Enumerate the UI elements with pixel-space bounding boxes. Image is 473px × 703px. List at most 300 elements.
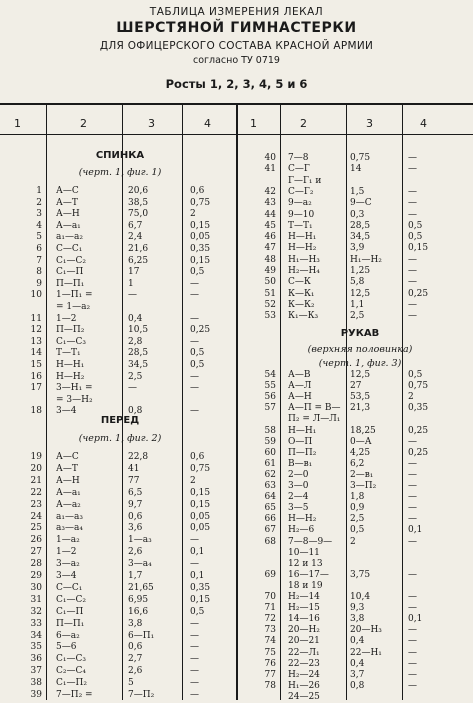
table-cell: 41 (264, 164, 276, 175)
table-cell: 32 (30, 606, 42, 617)
table-cell: 73 (264, 625, 276, 636)
table-cell: — (190, 278, 199, 289)
table-cell: — (190, 406, 199, 417)
table-cell: 0,05 (190, 511, 211, 522)
table-cell: 3—Н₁ = (56, 383, 93, 394)
table-cell: — (408, 209, 417, 220)
table-cell: 38 (30, 678, 42, 689)
table-cell: Н₂—6 (288, 525, 315, 536)
table-cell: Т—Т₁ (56, 348, 81, 359)
table-cell: 70 (264, 592, 276, 602)
table-cell: 0,6 (190, 452, 205, 462)
table-cell: О—П (288, 436, 313, 447)
table-cell: 19 (30, 452, 42, 462)
table-cell: — (190, 535, 199, 546)
table-cell: 77 (128, 475, 140, 486)
table-cell: 78 (264, 680, 276, 691)
table-cell: 47 (264, 243, 276, 254)
table-cell: А—В (288, 370, 311, 380)
table-cell: 26 (30, 535, 42, 546)
table-cell: П₂ = Л—Л₁ (288, 414, 341, 425)
section-title-back: СПИНКА (95, 150, 145, 161)
table-cell: 0,5 (350, 525, 365, 536)
table-cell: 3,7 (350, 669, 365, 680)
table-cell: 2 (350, 536, 356, 547)
table-cell: 76 (264, 658, 276, 669)
table-cell: А—а₂ (56, 499, 81, 510)
table-cell: — (408, 669, 417, 680)
table-cell: 21,3 (350, 403, 371, 414)
table-cell: — (408, 625, 417, 636)
table-cell: — (408, 436, 417, 447)
table-cell: Г—Г₁ и (288, 175, 322, 186)
table-cell: 9—С (350, 198, 372, 209)
table-cell: П—П₂ (56, 325, 85, 336)
table-cell: 49 (264, 266, 276, 276)
table-cell: 2,5 (350, 311, 365, 322)
column-header: 2 (80, 117, 87, 130)
table-cell: 60 (264, 447, 276, 458)
table-cell (350, 175, 398, 187)
table-cell: 6,2 (350, 458, 365, 469)
table-cell: 1—П₁ = (56, 290, 93, 301)
table-cell: 20—Н₂ (288, 625, 320, 636)
table-cell: — (408, 647, 417, 658)
table-cell: 14 (30, 348, 42, 359)
table-cell: 11 (30, 313, 42, 324)
table-cell: 7—8—9— (288, 536, 333, 547)
table-cell: Н₁—Н₂ (350, 254, 382, 265)
table-cell: 9—а₂ (288, 198, 312, 209)
table-cell: 27 (30, 547, 42, 558)
table-cell: 20—21 (288, 636, 320, 647)
table-cell: 3,75 (350, 569, 371, 580)
table-cell: = 3—Н₂ (56, 394, 93, 405)
table-cell: 2,5 (128, 371, 143, 382)
table-cell: 38,5 (128, 197, 149, 208)
col-divider-l1 (46, 103, 47, 700)
table-cell: — (190, 666, 199, 677)
table-cell: 0,25 (408, 288, 429, 299)
table-cell: В—в₁ (288, 458, 313, 469)
table-cell: 4 (36, 220, 42, 231)
table-cell: Н—Н₂ (288, 514, 317, 525)
table-cell: 27 (350, 381, 362, 392)
table-cell: — (128, 383, 137, 394)
table-cell: 0,6 (128, 511, 143, 522)
table-cell: 16—17— (288, 569, 329, 580)
table-cell: Н₂—14 (288, 592, 320, 602)
table-cell: 75,0 (128, 209, 149, 220)
table-cell: — (408, 153, 417, 163)
table-cell: Н—Н₁ (288, 425, 317, 436)
table-cell: Н₂—24 (288, 669, 320, 680)
table-cell: 2—4 (288, 492, 309, 503)
table-cell: С₁—П (56, 606, 84, 617)
table-cell: 3—5 (288, 503, 309, 514)
table-cell: 7—П₂ = (56, 690, 93, 700)
table-cell: — (408, 481, 417, 491)
table-cell: 3—П₂ (350, 481, 377, 491)
sizes-line: Росты 1, 2, 3, 4, 5 и 6 (165, 77, 308, 91)
table-title-main: ШЕРСТЯНОЙ ГИМНАСТЕРКИ (116, 20, 357, 36)
table-cell: — (408, 186, 417, 197)
table-cell: 51 (264, 288, 276, 299)
table-cell: — (190, 654, 199, 665)
table-cell: 5,8 (350, 277, 365, 288)
table-cell: 3,6 (128, 523, 143, 534)
table-cell: 22—23 (288, 658, 320, 669)
table-cell: 24 (30, 511, 42, 522)
table-cell: 14—16 (288, 614, 320, 625)
table-cell: 34,5 (128, 360, 149, 370)
table-cell: 4,25 (350, 447, 371, 458)
table-cell (2, 394, 42, 406)
table-cell: 0,4 (350, 658, 365, 669)
table-cell (128, 301, 176, 313)
table-cell: 16,6 (128, 606, 149, 617)
table-cell: 0,4 (350, 636, 365, 647)
table-cell: 6—а₂ (56, 630, 80, 641)
table-cell: Т—Т₁ (288, 220, 313, 231)
table-cell: — (190, 642, 199, 653)
table-cell: 0,05 (190, 232, 211, 243)
table-cell: 52 (264, 299, 276, 310)
table-cell: 34,5 (350, 232, 371, 243)
table-cell: — (408, 680, 417, 691)
table-cell: — (408, 636, 417, 647)
table-cell: 0,8 (350, 680, 365, 691)
table-cell: 0,1 (408, 525, 423, 536)
table-cell: 72 (264, 614, 276, 625)
table-cell: 12 (30, 325, 42, 336)
section-subtitle-back: (черт. 1, фиг. 1) (78, 167, 162, 178)
table-cell: — (408, 658, 417, 669)
table-cell: 1—а₃ (128, 535, 152, 546)
table-cell: 20 (30, 463, 42, 474)
table-cell: 5 (36, 232, 42, 243)
table-cell: 6,25 (128, 255, 149, 266)
table-cell: Н—Н₁ (288, 232, 317, 243)
table-cell: 12 и 13 (288, 558, 323, 569)
table-cell: 18 и 19 (288, 580, 323, 591)
table-cell: 6—П₁ (128, 630, 155, 641)
table-cell: 0,5 (190, 267, 205, 278)
column-header: 4 (204, 117, 211, 130)
table-cell: С₁—П (56, 267, 84, 278)
table-cell: 5—6 (56, 642, 77, 653)
table-cell: 12,5 (350, 288, 371, 299)
table-cell: — (408, 277, 417, 288)
table-cell: 56 (264, 392, 276, 403)
col-divider-r1 (280, 103, 281, 700)
table-cell: 7—П₂ (128, 690, 155, 700)
table-cell: 44 (264, 209, 276, 220)
table-cell: — (190, 313, 199, 324)
table-cell: 2 (190, 209, 196, 220)
table-cell: 22,8 (128, 452, 149, 462)
table-cell: — (190, 290, 199, 301)
table-cell: — (408, 311, 417, 322)
table-cell: 0,15 (190, 487, 211, 498)
table-cell: 61 (264, 458, 276, 469)
table-cell: 34 (30, 630, 42, 641)
table-cell: — (408, 492, 417, 503)
table-cell: 0,5 (408, 220, 423, 231)
table-cell: 31 (30, 594, 42, 605)
table-cell: 0,5 (408, 232, 423, 243)
spec-reference: согласно ТУ 0719 (193, 55, 280, 66)
table-cell: 0,25 (408, 425, 429, 436)
table-cell: 0,15 (190, 255, 211, 266)
table-cell: 45 (264, 220, 276, 231)
table-cell: П—П₂ (288, 447, 317, 458)
table-cell: а₃—а₄ (56, 523, 83, 534)
table-cell: — (190, 690, 199, 700)
table-cell: 24—25 (288, 691, 320, 702)
table-cell: А—Н (288, 392, 312, 403)
table-cell: 2,6 (128, 547, 143, 558)
table-cell: А—Н (56, 209, 80, 220)
table-cell: 5 (128, 678, 134, 689)
table-cell: 75 (264, 647, 276, 658)
table-cell: 0,4 (128, 313, 143, 324)
table-cell: 21,6 (128, 244, 149, 254)
table-cell: 68 (264, 536, 276, 547)
table-cell: 35 (30, 642, 42, 653)
table-cell: 0,8 (128, 406, 143, 417)
table-cell: — (408, 254, 417, 265)
table-cell (350, 691, 398, 703)
table-cell: 1,8 (350, 492, 365, 503)
table-cell: С₁—П₂ (56, 678, 87, 689)
table-cell: 39 (30, 690, 42, 700)
table-cell (238, 175, 276, 187)
table-cell: 3—а₂ (56, 559, 80, 570)
table-cell: Н₂—15 (288, 603, 320, 614)
table-cell: 3,9 (350, 243, 365, 254)
table-cell: 22 (30, 487, 42, 498)
table-cell: А—а₁ (56, 220, 81, 231)
table-cell: 2 (36, 197, 42, 208)
table-cell: 25 (30, 523, 42, 534)
table-cell: 7 (36, 255, 42, 266)
table-cell: 0,6 (128, 642, 143, 653)
table-cell: 3 (36, 209, 42, 220)
table-cell: 9,7 (128, 499, 143, 510)
table-cell: 53 (264, 311, 276, 322)
table-cell: 42 (264, 186, 276, 197)
table-cell: — (408, 266, 417, 276)
table-cell: 65 (264, 503, 276, 514)
table-cell: 55 (264, 381, 276, 392)
table-cell: — (408, 514, 417, 525)
table-cell: 0,15 (190, 499, 211, 510)
table-cell: 0,9 (350, 503, 365, 514)
table-cell: 23 (30, 499, 42, 510)
table-cell: 0,75 (190, 463, 211, 474)
table-cell: 10—11 (288, 547, 320, 558)
table-cell: 29 (30, 571, 42, 581)
table-cell: С₁—С₂ (56, 255, 86, 266)
table-cell: 57 (264, 403, 276, 414)
table-cell: 71 (264, 603, 276, 614)
table-cell: 21 (30, 475, 42, 486)
table-cell: А—Н (56, 475, 80, 486)
table-cell: Н—Н₂ (288, 243, 317, 254)
table-cell: С₁—С₂ (56, 594, 86, 605)
table-cell: 30 (30, 582, 42, 593)
table-cell: — (408, 592, 417, 602)
table-cell: 77 (264, 669, 276, 680)
table-cell: П—П₁ (56, 278, 85, 289)
table-cell: Н—Н₁ (56, 360, 85, 370)
table-cell: — (408, 569, 417, 580)
table-cell: — (190, 630, 199, 641)
table-cell: 9 (36, 278, 42, 289)
table-cell: С₂—С₄ (56, 666, 86, 677)
section-subtitle-sleeve: (верхняя половинка) (307, 344, 413, 355)
table-cell: К₁—К₃ (288, 311, 319, 322)
table-cell: С—С₁ (56, 244, 83, 254)
table-cell: 9,3 (350, 603, 365, 614)
table-cell (2, 301, 42, 313)
table-cell: 1,1 (350, 299, 365, 310)
table-cell: 2—в₁ (350, 469, 374, 480)
col-divider-l2 (122, 103, 123, 700)
table-cell: 3—4 (56, 571, 77, 581)
column-header: 3 (366, 117, 373, 130)
table-cell: 3—а₄ (128, 559, 152, 570)
table-cell: С—С₁ (56, 582, 83, 593)
table-cell: 62 (264, 469, 276, 480)
table-cell: С—К (288, 277, 311, 288)
table-cell: 3,8 (350, 614, 365, 625)
table-cell: 1 (36, 186, 42, 196)
table-cell: 10,4 (350, 592, 371, 602)
table-cell: 1,5 (350, 186, 365, 197)
table-cell: 63 (264, 481, 276, 491)
table-cell: 33 (30, 618, 42, 629)
table-cell: 1,7 (128, 571, 143, 581)
table-cell: 69 (264, 569, 276, 580)
table-cell: А—а₁ (56, 487, 81, 498)
table-cell: 28,5 (128, 348, 149, 359)
table-cell: 0,1 (190, 547, 205, 558)
table-cell: 20—Н₃ (350, 625, 382, 636)
table-cell: — (408, 536, 417, 547)
table-cell: — (190, 336, 199, 347)
table-cell: 1,25 (350, 266, 371, 276)
table-cell (190, 394, 230, 406)
table-title-line1: ТАБЛИЦА ИЗМЕРЕНИЯ ЛЕКАЛ (149, 6, 324, 18)
section-title-front: ПЕРЕД (100, 415, 140, 426)
table-cell: 46 (264, 232, 276, 243)
table-cell: 1—а₂ (56, 535, 80, 546)
table-cell (408, 175, 448, 187)
table-cell: А—С (56, 186, 79, 196)
table-cell: К—К₂ (288, 299, 315, 310)
table-cell: 37 (30, 666, 42, 677)
table-cell: 17 (30, 383, 42, 394)
table-cell: С—Г (288, 164, 310, 175)
table-cell: 0,75 (350, 153, 371, 163)
table-cell: 22—Л₁ (288, 647, 320, 658)
table-cell: 0,5 (190, 606, 205, 617)
table-cell: 1—2 (56, 547, 77, 558)
table-cell: 0,15 (190, 594, 211, 605)
table-cell: 20,6 (128, 186, 149, 196)
table-cell: а₁—а₂ (56, 232, 83, 243)
table-cell: — (190, 618, 199, 629)
table-cell: 0,35 (190, 244, 211, 254)
column-header: 4 (420, 117, 427, 130)
table-cell: 7—8 (288, 153, 309, 163)
table-cell: — (190, 678, 199, 689)
table-cell: 48 (264, 254, 276, 265)
table-cell: 3—0 (288, 481, 309, 491)
table-cell: 0,5 (190, 348, 205, 359)
table-cell: 18 (30, 406, 42, 417)
table-cell: 67 (264, 525, 276, 536)
table-cell: — (190, 371, 199, 382)
table-cell: 22—Н₁ (350, 647, 382, 658)
table-cell: 6,95 (128, 594, 149, 605)
table-cell: 0,35 (190, 582, 211, 593)
section-subtitle-front: (черт. 1, фиг. 2) (78, 433, 162, 444)
table-cell: 13 (30, 336, 42, 347)
table-cell: = 1—а₂ (56, 302, 91, 312)
table-cell: 12,5 (350, 370, 371, 380)
table-cell: 0,75 (190, 197, 211, 208)
table-cell: 0,5 (408, 370, 423, 380)
table-cell (190, 301, 230, 313)
table-cell: — (190, 383, 199, 394)
table-cell: 21,65 (128, 582, 154, 593)
table-cell: А—Л (288, 381, 312, 392)
table-cell: А—Т (56, 197, 78, 208)
table-cell: 18,25 (350, 425, 376, 436)
table-cell: 1 (128, 278, 134, 289)
table-cell: 9—10 (288, 209, 315, 220)
table-cell: — (408, 469, 417, 480)
table-cell: 2,7 (128, 654, 143, 665)
table-cell: 0—А (350, 436, 372, 447)
table-cell: 41 (128, 463, 140, 474)
table-cell: 6,7 (128, 220, 143, 231)
table-cell: — (408, 603, 417, 614)
table-cell: 50 (264, 277, 276, 288)
table-cell: 0,05 (190, 523, 211, 534)
table-cell: Н₁—Н₃ (288, 254, 320, 265)
table-cell: 74 (264, 636, 276, 647)
table-cell: 2,6 (128, 666, 143, 677)
table-cell: 40 (264, 153, 276, 163)
table-cell: 0,15 (408, 243, 429, 254)
table-cell: — (408, 198, 417, 209)
table-cell: 54 (264, 370, 276, 380)
col-divider-l3 (182, 103, 183, 700)
column-header: 1 (250, 117, 257, 130)
table-cell: 16 (30, 371, 42, 382)
table-cell: 0,15 (190, 220, 211, 231)
table-cell: 2,8 (128, 336, 143, 347)
table-cell (128, 394, 176, 406)
table-cell (408, 691, 448, 703)
table-cell: 58 (264, 425, 276, 436)
table-cell: 3,8 (128, 618, 143, 629)
table-cell: 28,5 (350, 220, 371, 231)
